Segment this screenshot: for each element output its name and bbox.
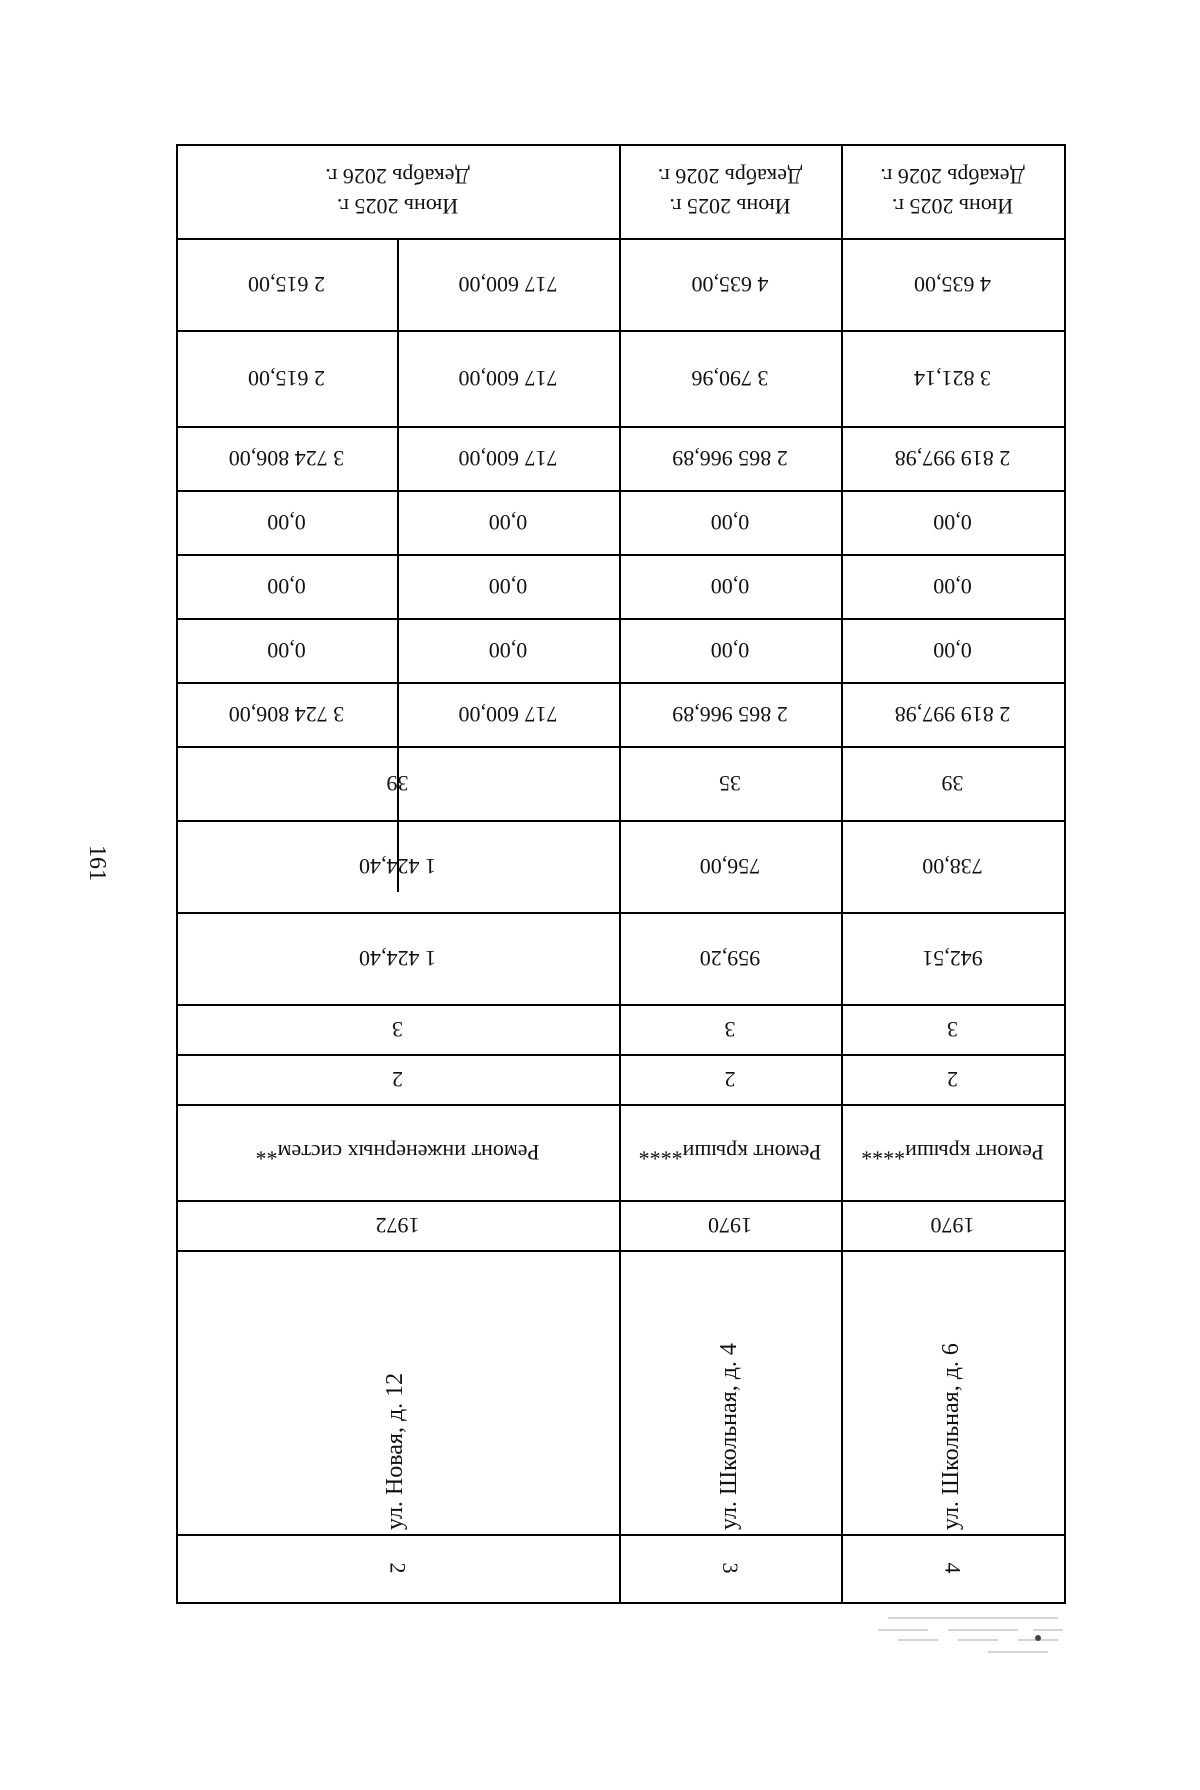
year-cell: 1970 (930, 1213, 975, 1238)
zero-cell: 0,00 (267, 574, 306, 599)
count-cell: 35 (719, 771, 741, 796)
limit-cell: 2 615,00 (248, 272, 325, 297)
zero-cell: 0,00 (488, 510, 528, 535)
unit-cost-cell: 717 600,00 (458, 366, 558, 391)
area-cell: 1 424,40 (359, 946, 436, 971)
total-cell: 717 600,00 (458, 702, 558, 727)
area-cell: 959,20 (699, 946, 761, 971)
zero-cell: 0,00 (710, 510, 750, 535)
entrances-cell: 2 (724, 1067, 736, 1092)
zero-cell: 0,00 (710, 574, 750, 599)
capital-repair-table (176, 144, 1066, 1604)
year-cell: 1970 (708, 1213, 752, 1238)
area-cell: 738,00 (922, 854, 983, 879)
zero-cell: 0,00 (267, 638, 306, 663)
floors-cell: 3 (947, 1017, 958, 1042)
zero-cell: 0,00 (933, 638, 972, 663)
floors-cell: 3 (724, 1017, 736, 1042)
sum-cell: 717 600,00 (458, 446, 558, 471)
work-type-cell: Ремонт инженерных систем** (255, 1140, 540, 1165)
limit-cell: 717 600,00 (458, 272, 558, 297)
period-start: Июнь 2025 г. (891, 194, 1014, 219)
area-cell: 1 424,40 (359, 854, 436, 879)
period-cell (176, 144, 619, 238)
count-cell: 39 (941, 771, 964, 796)
work-type-cell: Ремонт крыши**** (638, 1140, 822, 1165)
faint-stamp-mark (868, 1610, 1068, 1660)
area-cell: 756,00 (699, 854, 761, 879)
limit-cell: 4 635,00 (914, 272, 991, 297)
zero-cell: 0,00 (488, 638, 528, 663)
sum-cell: 3 724 806,00 (228, 446, 345, 471)
zero-cell: 0,00 (933, 574, 972, 599)
unit-cost-cell: 2 615,00 (248, 366, 325, 391)
year-cell: 1972 (375, 1213, 420, 1238)
table-border-right (1064, 144, 1066, 1604)
row-number-cell: 3 (718, 1562, 743, 1574)
unit-cost-cell: 3 821,14 (914, 366, 991, 391)
address-cell: ул. Школьная, д. 6 (938, 1343, 964, 1530)
sum-cell: 2 819 997,98 (894, 446, 1011, 471)
row-number-cell: 4 (940, 1562, 966, 1574)
total-cell: 2 865 966,89 (672, 702, 788, 727)
entrances-cell: 2 (392, 1067, 403, 1092)
area-cell: 942,51 (922, 946, 983, 971)
total-cell: 3 724 806,00 (228, 702, 345, 727)
row-number-cell: 2 (385, 1562, 411, 1574)
address-cell: ул. Школьная, д. 4 (716, 1343, 742, 1530)
floors-cell: 3 (392, 1017, 403, 1042)
limit-cell: 4 635,00 (691, 272, 769, 297)
row-divider (176, 1250, 1066, 1252)
zero-cell: 0,00 (710, 638, 750, 663)
period-cell (841, 144, 1064, 238)
period-start: Июнь 2025 г. (669, 194, 791, 219)
entrances-cell: 2 (947, 1067, 958, 1092)
count-cell: 39 (386, 771, 409, 796)
total-cell: 2 819 997,98 (894, 702, 1011, 727)
unit-cost-cell: 3 790,96 (691, 366, 769, 391)
period-end: Декабрь 2026 г. (657, 164, 803, 189)
page-number: 161 (84, 845, 110, 881)
work-type-cell: Ремонт крыши**** (861, 1140, 1044, 1165)
period-start: Июнь 2025 г. (336, 194, 459, 219)
sum-cell: 2 865 966,89 (672, 446, 788, 471)
period-cell (619, 144, 841, 238)
zero-cell: 0,00 (933, 510, 972, 535)
period-end: Декабрь 2026 г. (325, 164, 470, 189)
zero-cell: 0,00 (488, 574, 528, 599)
zero-cell: 0,00 (267, 510, 306, 535)
period-end: Декабрь 2026 г. (880, 164, 1025, 189)
address-cell: ул. Новая, д. 12 (382, 1372, 408, 1530)
